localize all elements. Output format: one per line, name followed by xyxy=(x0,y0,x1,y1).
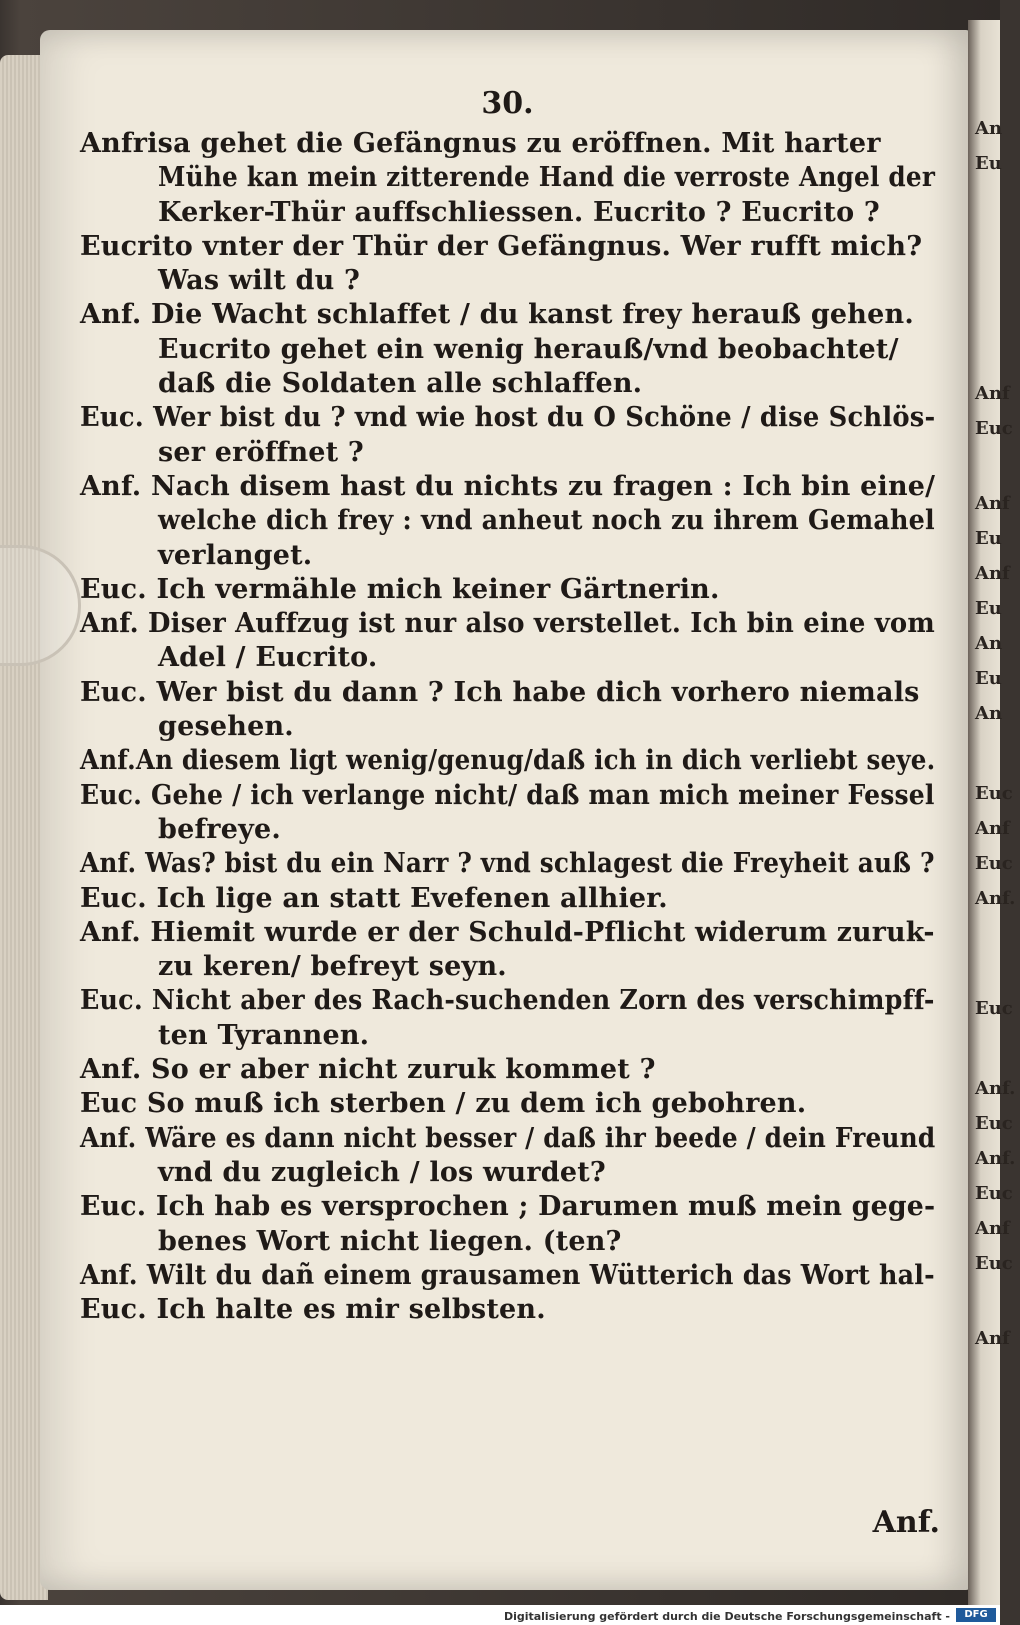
page-number: 30. xyxy=(481,86,534,121)
text-line: Euc So muß ich sterben / zu dem ich gebohren. xyxy=(80,1088,807,1120)
margin-fragment: Anf xyxy=(975,563,1010,584)
text-line: befreye. xyxy=(158,813,281,845)
margin-fragment: An xyxy=(975,118,1003,139)
margin-fragment: Euc xyxy=(975,418,1013,439)
text-line: Eucrito vnter der Thür der Gefängnus. Wer rufft mich? xyxy=(80,230,923,262)
text-line: Euc. Ich vermähle mich keiner Gärtnerin. xyxy=(80,573,720,605)
footer-bar xyxy=(0,1605,1000,1625)
text-line: Anf. Wäre es dann nicht besser / daß ihr beede / dein Freund xyxy=(80,1122,936,1154)
text-line: Anf. Hiemit wurde er der Schuld-Pflicht widerum zuruk- xyxy=(80,916,935,948)
text-line: gesehen. xyxy=(158,711,294,743)
text-line: Anf. Diser Auffzug ist nur also verstellet. Ich bin eine vom xyxy=(80,608,935,640)
text-line: Anf. So er aber nicht zuruk kommet ? xyxy=(80,1054,656,1086)
margin-fragment: Euc xyxy=(975,1183,1013,1204)
text-line: Anf. Nach disem hast du nichts zu fragen : Ich bin eine/ xyxy=(80,470,936,502)
margin-fragment: Anf xyxy=(975,383,1010,404)
margin-fragment: Anf. xyxy=(975,888,1016,909)
text-line: Euc. Gehe / ich verlange nicht/ daß man mich meiner Fessel xyxy=(80,779,935,811)
text-line: benes Wort nicht liegen. (ten? xyxy=(158,1225,622,1257)
facing-page-margin-text xyxy=(975,118,1016,1520)
margin-fragment: An xyxy=(975,633,1003,654)
text-line: Adel / Eucrito. xyxy=(158,642,378,674)
text-line: Mühe kan mein zitterende Hand die verroste Angel der xyxy=(158,162,936,194)
text-line: Anf.An diesem ligt wenig/genug/daß ich in dich verliebt seye. xyxy=(80,745,936,777)
text-line: verlanget. xyxy=(158,539,313,571)
text-line: Euc. Nicht aber des Rach-suchenden Zorn des verschimpff- xyxy=(80,985,935,1017)
dfg-logo: DFG xyxy=(956,1608,996,1622)
margin-fragment: Anf xyxy=(975,818,1010,839)
margin-fragment: An xyxy=(975,703,1003,724)
text-line: Euc. Ich lige an statt Evefenen allhier. xyxy=(80,882,668,914)
footer-credit: Digitalisierung gefördert durch die Deutsche Forschungsgemeinschaft - xyxy=(503,1610,950,1623)
text-line: Anf. Wilt du dañ einem grausamen Wütterich das Wort hal- xyxy=(80,1259,935,1291)
text-line: welche dich frey : vnd anheut noch zu ihrem Gemahel xyxy=(158,505,935,537)
text-line: daß die Soldaten alle schlaffen. xyxy=(158,368,643,400)
margin-fragment: Anf xyxy=(975,493,1010,514)
text-line: Anf. Was? bist du ein Narr ? vnd schlagest die Freyheit auß ? xyxy=(80,848,935,880)
text-line: ser eröffnet ? xyxy=(158,436,364,468)
margin-fragment: Euc xyxy=(975,783,1013,804)
text-line: Euc. Wer bist du ? vnd wie host du O Schöne / dise Schlös- xyxy=(80,402,936,434)
margin-fragment: Eu xyxy=(975,528,1002,549)
margin-fragment: Anf. xyxy=(975,1148,1016,1169)
margin-fragment: Eu xyxy=(975,598,1002,619)
text-line: Eucrito gehet ein wenig herauß/vnd beobachtet/ xyxy=(158,333,899,365)
margin-fragment: Anf xyxy=(975,1218,1010,1239)
margin-fragment: Euc xyxy=(975,853,1013,874)
text-line: Euc. Ich hab es versprochen ; Darumen muß mein gege- xyxy=(80,1191,936,1223)
text-line: vnd du zugleich / los wurdet? xyxy=(158,1156,606,1188)
text-line: Was wilt du ? xyxy=(158,265,361,297)
margin-fragment: Euc xyxy=(975,1253,1013,1274)
margin-fragment: Anf xyxy=(975,1328,1010,1349)
catchword: Anf. xyxy=(872,1505,940,1540)
text-line: ten Tyrannen. xyxy=(158,1019,370,1051)
margin-fragment: Eu xyxy=(975,153,1002,174)
text-line: Anf. Die Wacht schlaffet / du kanst frey herauß gehen. xyxy=(80,299,914,331)
text-line: zu keren/ befreyt seyn. xyxy=(158,951,507,983)
text-lines xyxy=(80,127,935,1327)
page-text xyxy=(80,86,935,1327)
text-line: Kerker-Thür auffschliessen. Eucrito ? Eucrito ? xyxy=(158,196,880,228)
margin-fragment: Euc xyxy=(975,998,1013,1019)
text-line: Euc. Wer bist du dann ? Ich habe dich vorhero niemals xyxy=(80,676,920,708)
margin-fragment: Eu xyxy=(975,668,1002,689)
margin-fragment: Euc xyxy=(975,1113,1013,1134)
text-line: Euc. Ich halte es mir selbsten. xyxy=(80,1294,546,1326)
text-line: Anfrisa gehet die Gefängnus zu eröffnen. Mit harter xyxy=(80,128,881,159)
margin-fragment: Anf. xyxy=(975,1078,1016,1099)
